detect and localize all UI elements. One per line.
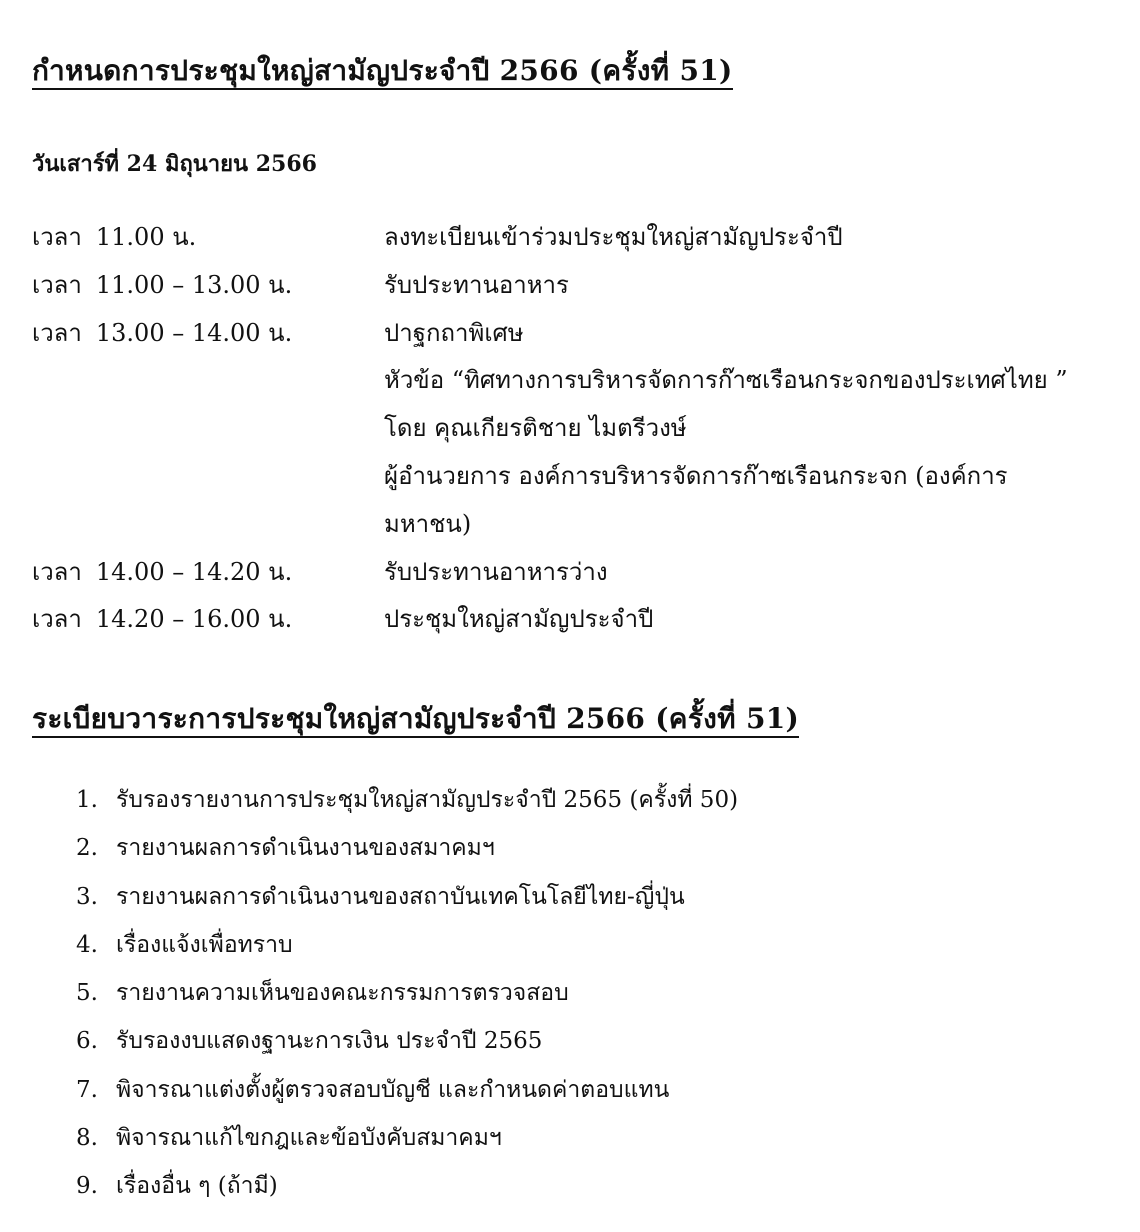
description-line: มหาชน) — [384, 509, 472, 538]
time-value: 11.00 – 13.00 น. — [95, 270, 293, 299]
schedule-time — [32, 214, 196, 262]
schedule-row — [32, 549, 1112, 597]
agenda-number: 6. — [76, 1028, 98, 1055]
agenda-item — [76, 921, 738, 969]
agenda-number: 1. — [76, 787, 98, 813]
agenda-item — [76, 824, 738, 872]
time-value: 14.20 – 16.00 น. — [95, 605, 293, 634]
description-line: ผู้อำนวยการ องค์การบริหารจัดการก๊าซเรือนกระจก (องค์การ — [384, 461, 1008, 490]
description-line: โดย คุณเกียรติชาย ไมตรีวงษ์ — [384, 414, 687, 443]
schedule-title — [32, 54, 733, 90]
agenda-text: รับรองงบแสดงฐานะการเงิน ประจำปี 2565 — [116, 1028, 543, 1055]
agenda-text: รายงานผลการดำเนินงานของสมาคมฯ — [116, 835, 495, 862]
meeting-date: วันเสาร์ที่ 24 มิถุนายน 2566 — [32, 151, 317, 177]
agenda-text: รายงานผลการดำเนินงานของสถาบันเทคโนโลยีไทย-ญี่ปุ่น — [116, 883, 685, 910]
agenda-list — [76, 776, 738, 1211]
schedule-row — [32, 214, 1112, 262]
agenda-text: เรื่องอื่น ๆ (ถ้ามี) — [116, 1173, 278, 1200]
schedule-time — [32, 262, 292, 310]
agenda-text: เรื่องแจ้งเพื่อทราบ — [116, 931, 293, 958]
agenda-text: รายงานความเห็นของคณะกรรมการตรวจสอบ — [116, 980, 569, 1007]
time-label: เวลา — [32, 318, 82, 347]
schedule-time — [32, 310, 292, 358]
schedule-description — [384, 549, 1112, 597]
time-label: เวลา — [32, 270, 82, 299]
schedule-description — [384, 214, 1112, 262]
agenda-title-text: ระเบียบวาระการประชุมใหญ่สามัญประจำปี 2566 (ครั้งที่ 51) — [32, 703, 799, 738]
agenda-number: 8. — [76, 1125, 98, 1152]
agenda-title — [32, 702, 799, 738]
agenda-number: 3. — [76, 883, 98, 910]
agenda-text: รับรองรายงานการประชุมใหญ่สามัญประจำปี 2565 (ครั้งที่ 50) — [116, 787, 739, 813]
agenda-item — [76, 1162, 738, 1210]
description-line: ปาฐกถาพิเศษ — [384, 318, 524, 347]
agenda-item — [76, 1017, 738, 1065]
schedule-title-text: กำหนดการประชุมใหญ่สามัญประจำปี 2566 (ครั้งที่ 51) — [32, 55, 733, 90]
schedule-row — [32, 262, 1112, 310]
agenda-item — [76, 873, 738, 921]
agenda-number: 5. — [76, 980, 98, 1007]
schedule-list — [32, 214, 1112, 644]
agenda-item — [76, 776, 738, 824]
schedule-row — [32, 310, 1112, 549]
schedule-time — [32, 596, 292, 644]
description-line: รับประทานอาหาร — [384, 270, 569, 299]
time-label: เวลา — [32, 223, 82, 251]
agenda-item — [76, 969, 738, 1017]
schedule-time — [32, 549, 292, 597]
time-value: 13.00 – 14.00 น. — [95, 318, 293, 347]
schedule-description — [384, 310, 1112, 549]
agenda-number: 7. — [76, 1076, 98, 1103]
schedule-row — [32, 596, 1112, 644]
description-line: รับประทานอาหารว่าง — [384, 557, 608, 586]
description-line: ลงทะเบียนเข้าร่วมประชุมใหญ่สามัญประจำปี — [384, 223, 843, 251]
time-value: 11.00 น. — [95, 223, 197, 251]
time-label: เวลา — [32, 605, 82, 634]
schedule-description — [384, 262, 1112, 310]
description-line: หัวข้อ “ทิศทางการบริหารจัดการก๊าซเรือนกระจกของประเทศไทย ” — [384, 366, 1068, 395]
agenda-item — [76, 1066, 738, 1114]
agenda-text: พิจารณาแก้ไขกฎและข้อบังคับสมาคมฯ — [116, 1125, 502, 1152]
description-line: ประชุมใหญ่สามัญประจำปี — [384, 605, 654, 634]
agenda-item — [76, 1114, 738, 1162]
agenda-number: 4. — [76, 931, 98, 958]
agenda-text: พิจารณาแต่งตั้งผู้ตรวจสอบบัญชี และกำหนดค่าตอบแทน — [116, 1076, 670, 1103]
schedule-description — [384, 596, 1112, 644]
time-label: เวลา — [32, 557, 82, 586]
agenda-number: 2. — [76, 835, 98, 862]
agenda-number: 9. — [76, 1173, 98, 1200]
time-value: 14.00 – 14.20 น. — [95, 557, 293, 586]
